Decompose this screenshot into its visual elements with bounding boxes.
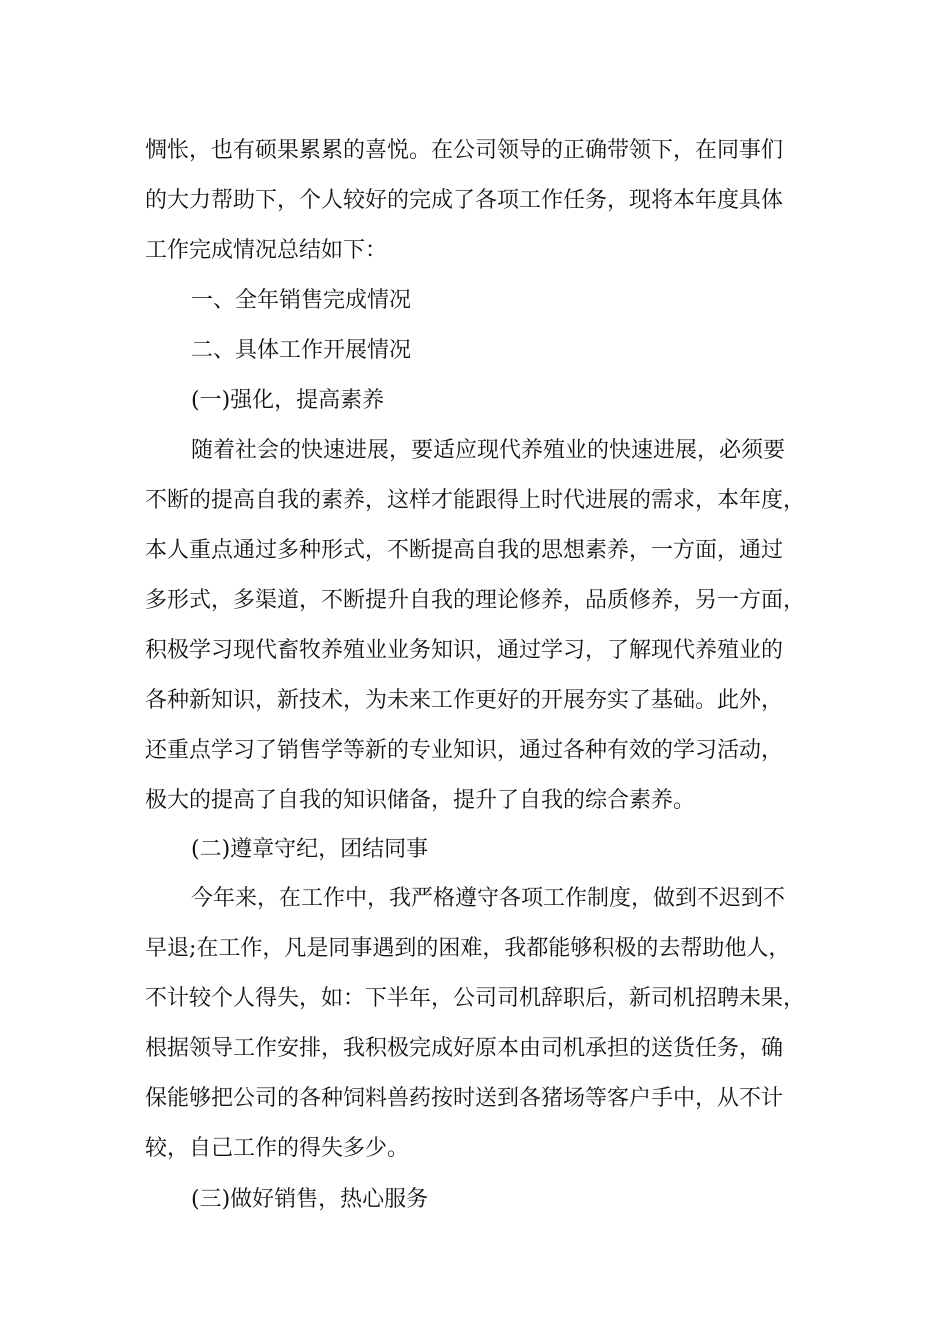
text-line: 保能够把公司的各种饲料兽药按时送到各猪场等客户手中，从不计 (145, 1086, 784, 1111)
text-line: 不断的提高自我的素养，这样才能跟得上时代进展的需求，本年度， (145, 488, 806, 513)
section-heading: 二、具体工作开展情况 (191, 338, 412, 363)
text-line: 极大的提高了自我的知识储备，提升了自我的综合素养。 (145, 788, 696, 813)
text-line: 随着社会的快速进展，要适应现代养殖业的快速进展，必须要 (191, 438, 786, 463)
subsection-heading: (三)做好销售，热心服务 (191, 1187, 429, 1212)
text-line: 根据领导工作安排，我积极完成好原本由司机承担的送货任务，确 (145, 1036, 784, 1061)
text-line: 惆怅，也有硕果累累的喜悦。在公司领导的正确带领下，在同事们 (145, 138, 784, 163)
text-line: 本人重点通过多种形式，不断提高自我的思想素养，一方面，通过 (145, 538, 784, 563)
text-line: 不计较个人得失，如：下半年，公司司机辞职后，新司机招聘未果， (145, 986, 806, 1011)
section-heading: 一、全年销售完成情况 (191, 288, 412, 313)
text-line: 工作完成情况总结如下： (145, 238, 388, 263)
text-line: 积极学习现代畜牧养殖业业务知识，通过学习，了解现代养殖业的 (145, 638, 784, 663)
text-line: 的大力帮助下，个人较好的完成了各项工作任务，现将本年度具体 (145, 188, 784, 213)
text-line: 还重点学习了销售学等新的专业知识，通过各种有效的学习活动， (145, 738, 784, 763)
text-line: 多形式，多渠道，不断提升自我的理论修养，品质修养，另一方面， (145, 588, 806, 613)
text-line: 较，自己工作的得失多少。 (145, 1136, 410, 1161)
text-line: 各种新知识，新技术，为未来工作更好的开展夯实了基础。此外， (145, 688, 784, 713)
subsection-heading: (一)强化，提高素养 (191, 388, 385, 413)
subsection-heading: (二)遵章守纪，团结同事 (191, 837, 429, 862)
text-line: 今年来，在工作中，我严格遵守各项工作制度，做到不迟到不 (191, 886, 786, 911)
text-line: 早退;在工作，凡是同事遇到的困难，我都能够积极的去帮助他人， (145, 936, 791, 961)
